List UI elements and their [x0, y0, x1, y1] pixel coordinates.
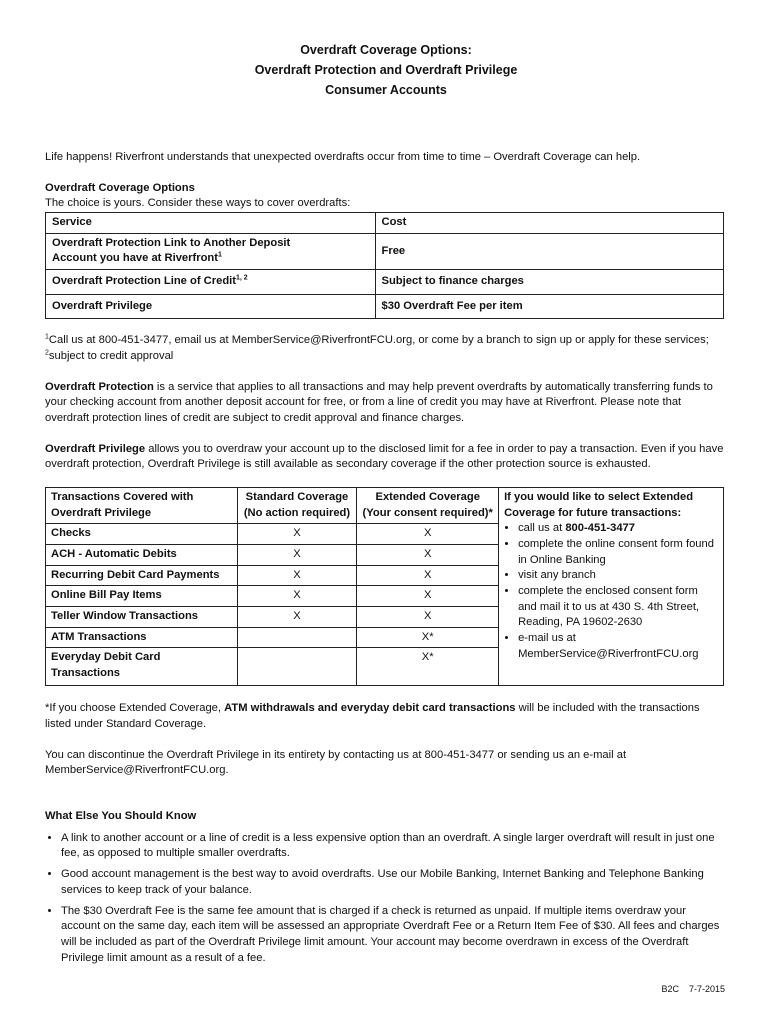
table-row: [46, 294, 724, 319]
tx-name: Online Bill Pay Items: [46, 586, 238, 607]
list-item: • The $30 Overdraft Fee is the same fee amount that is charged if a check is returned as unpaid. If multiple items overdraw your account on the same day, each item will be assessed an appropriate Overdraft Fee or a Return Item Fee of $30. All fees and charges will be included as part of the Overdraft Privilege limit amount. Your account may become overdrawn in excess of the Overdraft Privilege limit amount as a result of a fee.: [61, 904, 727, 967]
std-mark: [237, 627, 357, 648]
page-footer: [651, 983, 725, 996]
title-line-2: Overdraft Protection and Overdraft Privilege: [254, 63, 518, 77]
tx-header-line: Transactions Covered with: [51, 491, 194, 504]
footnote-marker: 1, 2: [236, 274, 248, 282]
tx-name: Checks: [46, 524, 238, 545]
ext-mark: X: [357, 545, 499, 566]
options-heading: Overdraft Coverage Options: [45, 181, 195, 194]
page-title: [45, 40, 727, 100]
ext-mark: X: [357, 524, 499, 545]
list-item: • A link to another account or a line of credit is a less expensive option than an overdraft. A single larger overdraft will result in just one fee, as opposed to multiple smaller overdrafts.: [61, 831, 727, 862]
footnote-marker: 1: [217, 251, 222, 259]
protection-term: Overdraft Protection: [45, 380, 154, 393]
discontinue-paragraph: You can discontinue the Overdraft Privilege in its entirety by contacting us at 800-451-3477 or sending us an e-mail at MemberService@RiverfrontFCU.org.: [45, 748, 627, 777]
ext-mark: X: [357, 607, 499, 628]
standard-header-line: (No action required): [243, 506, 351, 519]
note-text: will be included with the transactions listed under Standard Coverage.: [45, 702, 700, 731]
tx-name: Recurring Debit Card Payments: [46, 565, 238, 586]
tx-header-line: Overdraft Privilege: [51, 506, 152, 519]
ext-mark: X: [357, 565, 499, 586]
note-text: *If you choose Extended Coverage,: [45, 702, 225, 715]
know-heading: What Else You Should Know: [45, 810, 197, 823]
footnote-text: Call us at 800-451-3477, email us at MemberService@RiverfrontFCU.org, or come by a branch to sign up or apply for these services;: [48, 334, 709, 347]
cost-cell: Free: [375, 233, 723, 269]
service-cell: Overdraft Privilege: [46, 294, 376, 319]
std-mark: X: [237, 524, 357, 545]
email-prefix: e-mail us at: [518, 632, 576, 645]
extended-header-line: (Your consent required)*: [362, 506, 493, 519]
footnote-marker: 1: [45, 333, 49, 341]
transactions-header: [46, 488, 724, 524]
ext-mark: X*: [357, 648, 499, 686]
list-item: [518, 631, 718, 662]
service-table-header: [46, 213, 724, 234]
footnote-1: [45, 333, 727, 349]
table-row: [46, 233, 724, 269]
cost-cell: $30 Overdraft Fee per item: [375, 294, 723, 319]
std-mark: [237, 648, 357, 686]
know-list: [45, 831, 727, 966]
select-heading-line: Coverage for future transactions:: [504, 506, 682, 519]
tx-name: ACH - Automatic Debits: [46, 545, 238, 566]
select-options-list: [504, 521, 718, 662]
extended-header: [357, 488, 499, 524]
footnote-marker: 2: [45, 349, 49, 357]
cost-header: Cost: [375, 213, 723, 234]
footnote-2: [45, 349, 727, 365]
note-bold-text: ATM withdrawals and everyday debit card transactions: [224, 702, 516, 715]
form-date: 7-7-2015: [688, 984, 725, 994]
protection-text: is a service that applies to all transactions and may help prevent overdrafts by automatically transferring funds to your checking account from another deposit account for free, or from a line of credit you may have at Riverfront. Please note that overdraft protection lines of credit are subject to credit approval and finance charges.: [45, 380, 713, 425]
intro-text: Life happens! Riverfront understands that unexpected overdrafts occur from time to time – Overdraft Coverage can help.: [45, 151, 641, 163]
cost-cell: Subject to finance charges: [375, 270, 723, 295]
service-text: Account you have at Riverfront: [52, 252, 218, 265]
protection-paragraph: [45, 380, 727, 427]
service-cell: [46, 270, 376, 295]
privilege-term: Overdraft Privilege: [45, 442, 146, 455]
title-line-3: Consumer Accounts: [325, 83, 447, 97]
select-extended-cell: [499, 488, 724, 686]
transactions-table: [45, 487, 724, 686]
document-page: [45, 40, 727, 971]
call-prefix: call us at: [518, 522, 566, 535]
table-row: [46, 270, 724, 295]
std-mark: X: [237, 586, 357, 607]
email-address: MemberService@RiverfrontFCU.org: [518, 647, 699, 660]
standard-header-line: Standard Coverage: [245, 491, 349, 504]
tx-header: [46, 488, 238, 524]
service-table: [45, 212, 724, 319]
extended-note: [45, 701, 727, 732]
phone-number: 800-451-3477: [565, 522, 635, 535]
tx-name: Everyday Debit Card Transactions: [46, 648, 238, 686]
privilege-paragraph: [45, 442, 727, 473]
std-mark: X: [237, 545, 357, 566]
tx-name: ATM Transactions: [46, 627, 238, 648]
list-item: [518, 521, 718, 537]
list-item: • complete the enclosed consent form and mail it to us at 430 S. 4th Street, Reading, PA 19602-2630: [518, 584, 718, 631]
list-item: • complete the online consent form found in Online Banking: [518, 537, 718, 568]
std-mark: X: [237, 565, 357, 586]
ext-mark: X*: [357, 627, 499, 648]
list-item: • visit any branch: [518, 568, 718, 584]
tx-name: Teller Window Transactions: [46, 607, 238, 628]
title-line-1: Overdraft Coverage Options:: [300, 43, 472, 57]
footnote-text: subject to credit approval: [48, 350, 174, 363]
ext-mark: X: [357, 586, 499, 607]
standard-header: [237, 488, 357, 524]
privilege-text: allows you to overdraw your account up to the disclosed limit for a fee in order to pay a transaction. Even if you have overdraft protection, Overdraft Privilege is still available as secondary coverage if the other protection source is exhausted.: [45, 442, 724, 471]
service-header: Service: [46, 213, 376, 234]
list-item: • Good account management is the best way to avoid overdrafts. Use our Mobile Banking, Internet Banking and Telephone Banking services to keep track of your balance.: [61, 867, 727, 898]
extended-header-line: Extended Coverage: [375, 491, 480, 504]
std-mark: X: [237, 607, 357, 628]
options-subheading: The choice is yours. Consider these ways to cover overdrafts:: [45, 197, 351, 210]
service-text: Overdraft Protection Line of Credit: [52, 275, 236, 288]
footnotes: [45, 333, 727, 364]
service-text: Overdraft Protection Link to Another Deposit: [52, 236, 291, 249]
select-heading-line: If you would like to select Extended: [504, 491, 694, 504]
service-cell: [46, 233, 376, 269]
form-code: B2C: [661, 984, 679, 994]
